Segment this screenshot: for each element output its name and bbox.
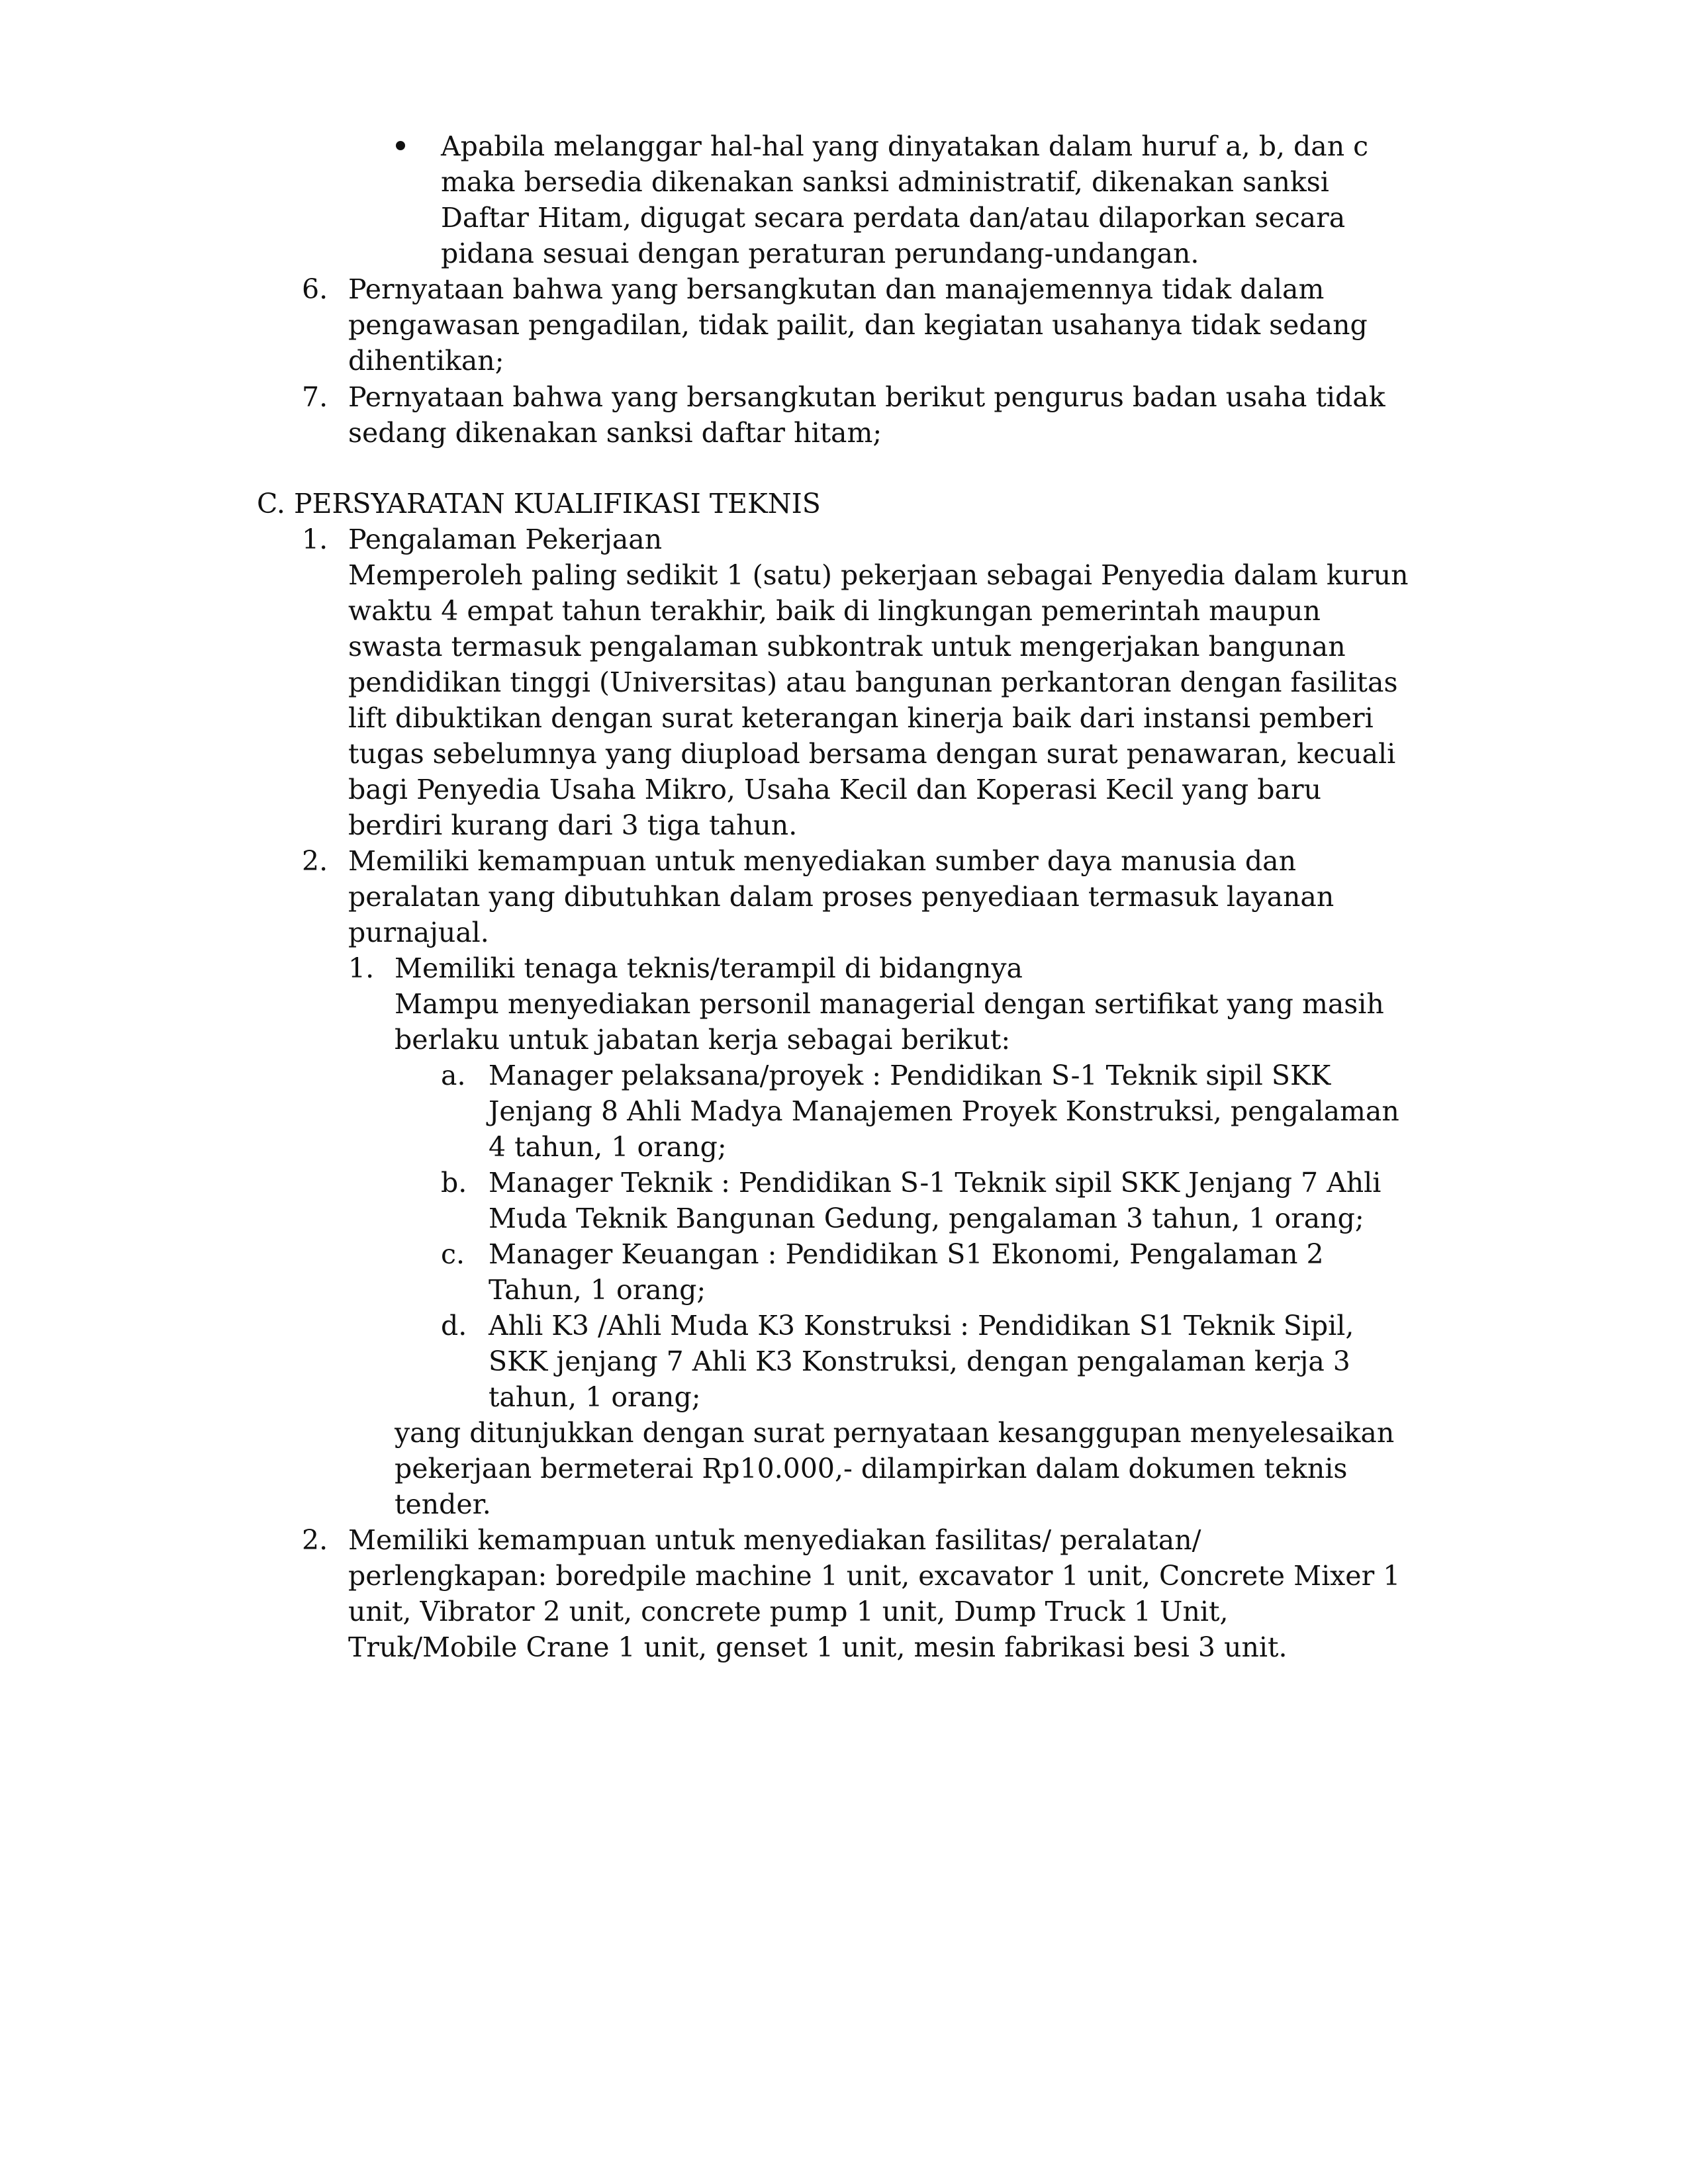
list-number: 6. <box>302 273 328 305</box>
text-line: Memiliki kemampuan untuk menyediakan sumber daya manusia dan <box>348 845 1297 877</box>
text-line: purnajual. <box>348 917 489 948</box>
text-line: tugas sebelumnya yang diupload bersama dengan surat penawaran, kecuali <box>348 738 1396 770</box>
list-letter: b. <box>441 1167 467 1199</box>
text-line: 4 tahun, 1 orang; <box>489 1131 727 1163</box>
text-line: pengawasan pengadilan, tidak pailit, dan kegiatan usahanya tidak sedang <box>348 309 1368 341</box>
text-line: Pernyataan bahwa yang bersangkutan berikut pengurus badan usaha tidak <box>348 381 1385 413</box>
section-heading: C. PERSYARATAN KUALIFIKASI TEKNIS <box>257 488 821 520</box>
text-line: Muda Teknik Bangunan Gedung, pengalaman 3 tahun, 1 orang; <box>489 1203 1364 1234</box>
text-line: peralatan yang dibutuhkan dalam proses penyediaan termasuk layanan <box>348 881 1335 913</box>
text-line: Memiliki tenaga teknis/terampil di bidangnya <box>395 952 1023 984</box>
text-line: maka bersedia dikenakan sanksi administratif, dikenakan sanksi <box>441 166 1329 198</box>
list-number: 2. <box>302 845 328 877</box>
text-line: tender. <box>395 1488 491 1520</box>
equipment-paragraph <box>348 1522 1400 1665</box>
text-line: berdiri kurang dari 3 tiga tahun. <box>348 809 798 841</box>
personnel-item-d <box>489 1308 1354 1415</box>
list-letter: a. <box>441 1060 466 1091</box>
text-line: Pengalaman Pekerjaan <box>348 523 663 555</box>
text-line: Truk/Mobile Crane 1 unit, genset 1 unit, mesin fabrikasi besi 3 unit. <box>348 1631 1288 1663</box>
list-item-7 <box>348 379 1385 451</box>
text-line: yang ditunjukkan dengan surat pernyataan kesanggupan menyelesaikan <box>395 1417 1395 1449</box>
personnel-paragraph <box>395 950 1384 1058</box>
personnel-item-c <box>489 1236 1324 1308</box>
text-line: Manager Keuangan : Pendidikan S1 Ekonomi, Pengalaman 2 <box>489 1238 1324 1270</box>
text-line: Mampu menyediakan personil managerial dengan sertifikat yang masih <box>395 988 1384 1020</box>
list-number: 2. <box>302 1524 328 1556</box>
bullet-icon <box>396 141 405 150</box>
text-line: Ahli K3 /Ahli Muda K3 Konstruksi : Pendidikan S1 Teknik Sipil, <box>489 1310 1354 1342</box>
text-line: waktu 4 empat tahun terakhir, baik di lingkungan pemerintah maupun <box>348 595 1321 627</box>
text-line: Manager Teknik : Pendidikan S-1 Teknik sipil SKK Jenjang 7 Ahli <box>489 1167 1382 1199</box>
text-line: Memiliki kemampuan untuk menyediakan fasilitas/ peralatan/ <box>348 1524 1201 1556</box>
text-line: berlaku untuk jabatan kerja sebagai berikut: <box>395 1024 1011 1056</box>
text-line: perlengkapan: boredpile machine 1 unit, excavator 1 unit, Concrete Mixer 1 <box>348 1560 1401 1592</box>
text-line: lift dibuktikan dengan surat keterangan kinerja baik dari instansi pemberi <box>348 702 1374 734</box>
list-letter: c. <box>441 1238 465 1270</box>
experience-paragraph <box>348 522 1409 843</box>
text-line: Apabila melanggar hal-hal yang dinyatakan dalam huruf a, b, dan c <box>441 130 1369 162</box>
list-item-6 <box>348 271 1368 379</box>
text-line: Daftar Hitam, digugat secara perdata dan/atau dilaporkan secara <box>441 202 1346 234</box>
text-line: swasta termasuk pengalaman subkontrak untuk mengerjakan bangunan <box>348 631 1346 662</box>
bullet-paragraph <box>441 128 1368 271</box>
text-line: Pernyataan bahwa yang bersangkutan dan manajemennya tidak dalam <box>348 273 1325 305</box>
text-line: Jenjang 8 Ahli Madya Manajemen Proyek Konstruksi, pengalaman <box>489 1095 1399 1127</box>
text-line: pekerjaan bermeterai Rp10.000,- dilampirkan dalam dokumen teknis <box>395 1453 1348 1484</box>
personnel-item-a <box>489 1058 1399 1165</box>
text-line: dihentikan; <box>348 345 504 377</box>
personnel-closing <box>395 1415 1394 1522</box>
text-line: pidana sesuai dengan peraturan perundang-undangan. <box>441 238 1199 269</box>
list-number: 1. <box>348 952 375 984</box>
capability-paragraph <box>348 843 1334 950</box>
text-line: unit, Vibrator 2 unit, concrete pump 1 unit, Dump Truck 1 Unit, <box>348 1596 1229 1627</box>
list-number: 1. <box>302 523 328 555</box>
text-line: tahun, 1 orang; <box>489 1381 701 1413</box>
personnel-item-b <box>489 1165 1381 1236</box>
list-letter: d. <box>441 1310 467 1342</box>
list-number: 7. <box>302 381 328 413</box>
text-line: Memperoleh paling sedikit 1 (satu) pekerjaan sebagai Penyedia dalam kurun <box>348 559 1409 591</box>
text-line: SKK jenjang 7 Ahli K3 Konstruksi, dengan pengalaman kerja 3 <box>489 1345 1350 1377</box>
text-line: Tahun, 1 orang; <box>489 1274 706 1306</box>
text-line: Manager pelaksana/proyek : Pendidikan S-1 Teknik sipil SKK <box>489 1060 1331 1091</box>
text-line: sedang dikenakan sanksi daftar hitam; <box>348 417 882 449</box>
text-line: bagi Penyedia Usaha Mikro, Usaha Kecil dan Koperasi Kecil yang baru <box>348 774 1321 805</box>
text-line: pendidikan tinggi (Universitas) atau bangunan perkantoran dengan fasilitas <box>348 666 1398 698</box>
